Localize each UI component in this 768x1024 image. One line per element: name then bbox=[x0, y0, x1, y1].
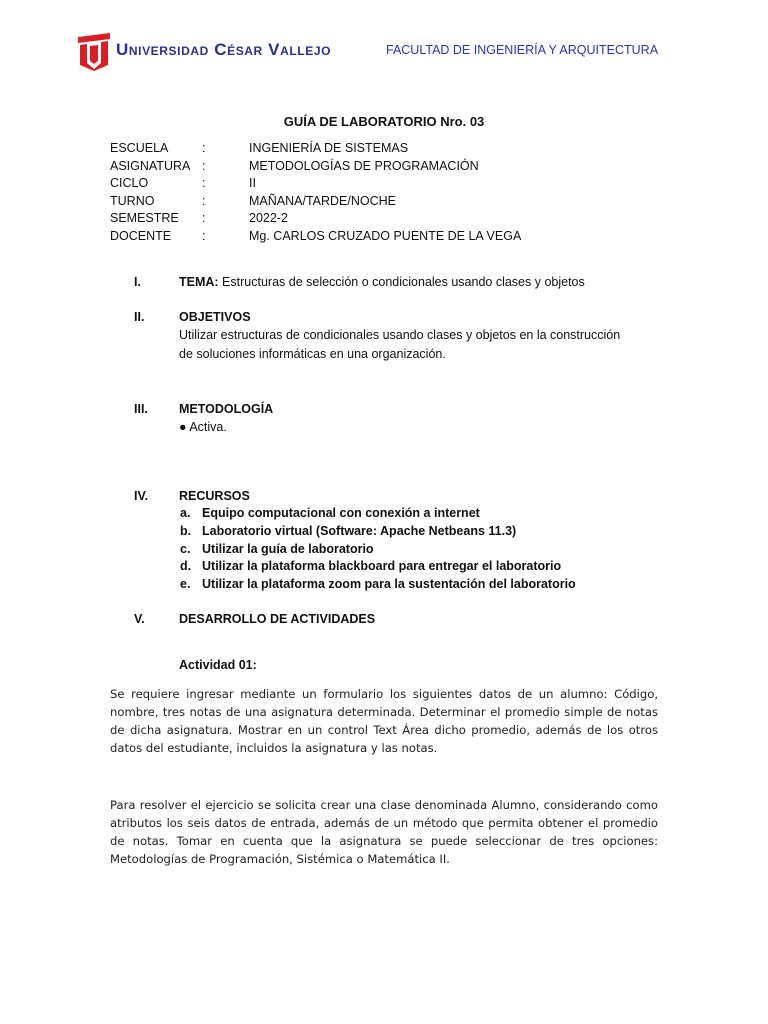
activity-title: Actividad 01: bbox=[179, 658, 257, 672]
objetivos-line: de soluciones informáticas en una organización. bbox=[179, 347, 446, 361]
section-label: OBJETIVOS bbox=[179, 310, 251, 324]
list-letter: d. bbox=[180, 559, 192, 573]
info-key: TURNO bbox=[110, 194, 155, 208]
list-text: Laboratorio virtual (Software: Apache Netbeans 11.3) bbox=[202, 524, 517, 538]
tema-text: Estructuras de selección o condicionales usando clases y objetos bbox=[218, 275, 585, 289]
section-number: V. bbox=[134, 612, 145, 626]
metodologia-item: ● Activa. bbox=[179, 420, 227, 434]
info-value: II bbox=[249, 176, 256, 190]
section-label: TEMA: bbox=[179, 275, 219, 289]
section-tema bbox=[179, 275, 585, 289]
info-value: INGENIERÍA DE SISTEMAS bbox=[249, 141, 409, 155]
list-letter: a. bbox=[180, 506, 191, 520]
list-text: Utilizar la guía de laboratorio bbox=[202, 542, 374, 556]
list-text: Utilizar la plataforma zoom para la sustentación del laboratorio bbox=[202, 577, 576, 591]
activity-paragraph: Para resolver el ejercicio se solicita crear una clase denominada Alumno, considerando como atributos los seis datos de entrada, además de un método que permita obtener el promedio de notas. Tomar en cuenta que la asignatura se puede seleccionar de tres opciones: Metodologías de Programación, Sistémica o Matemática II. bbox=[110, 798, 658, 866]
info-sep: : bbox=[202, 229, 206, 243]
faculty-name: FACULTAD DE INGENIERÍA Y ARQUITECTURA bbox=[386, 43, 659, 57]
list-item bbox=[180, 542, 374, 556]
guide-title: GUÍA DE LABORATORIO Nro. 03 bbox=[283, 114, 485, 129]
list-letter: b. bbox=[180, 524, 192, 538]
info-key: DOCENTE bbox=[110, 229, 172, 243]
section-label: RECURSOS bbox=[179, 489, 250, 503]
info-key: CICLO bbox=[110, 176, 149, 190]
section-label: DESARROLLO DE ACTIVIDADES bbox=[179, 612, 376, 626]
info-sep: : bbox=[202, 194, 206, 208]
info-key: ESCUELA bbox=[110, 141, 169, 155]
info-key: SEMESTRE bbox=[110, 211, 179, 225]
list-item bbox=[180, 506, 480, 520]
list-item bbox=[180, 577, 576, 591]
section-number: III. bbox=[134, 402, 148, 416]
info-key: ASIGNATURA bbox=[110, 159, 191, 173]
list-text: Utilizar la plataforma blackboard para entregar el laboratorio bbox=[202, 559, 562, 573]
activity-paragraph: Se requiere ingresar mediante un formulario los siguientes datos de un alumno: Código, nombre, tres notas de una asignatura determinada. Determinar el promedio simple de notas de dicha asignatura. Mostrar en un control Text Área dicho promedio, además de los otros datos del estudiante, incluidos la asignatura y las notas. bbox=[110, 687, 658, 755]
list-text: Equipo computacional con conexión a internet bbox=[202, 506, 480, 520]
info-value: MAÑANA/TARDE/NOCHE bbox=[249, 194, 397, 208]
info-sep: : bbox=[202, 211, 206, 225]
university-name: Universidad César Vallejo bbox=[116, 40, 332, 59]
list-item bbox=[180, 559, 561, 573]
list-letter: e. bbox=[180, 577, 191, 591]
info-sep: : bbox=[202, 141, 206, 155]
info-value: 2022-2 bbox=[249, 211, 288, 225]
list-letter: c. bbox=[180, 542, 191, 556]
info-sep: : bbox=[202, 176, 206, 190]
objetivos-line: Utilizar estructuras de condicionales usando clases y objetos en la construcción bbox=[179, 328, 621, 342]
section-number: IV. bbox=[134, 489, 149, 503]
info-sep: : bbox=[202, 159, 206, 173]
section-number: II. bbox=[134, 310, 145, 324]
info-value: METODOLOGÍAS DE PROGRAMACIÓN bbox=[249, 159, 479, 173]
info-value: Mg. CARLOS CRUZADO PUENTE DE LA VEGA bbox=[249, 229, 522, 243]
list-item bbox=[180, 524, 516, 538]
section-number: I. bbox=[134, 275, 141, 289]
section-label: METODOLOGÍA bbox=[179, 402, 274, 416]
university-logo-icon bbox=[78, 33, 110, 71]
